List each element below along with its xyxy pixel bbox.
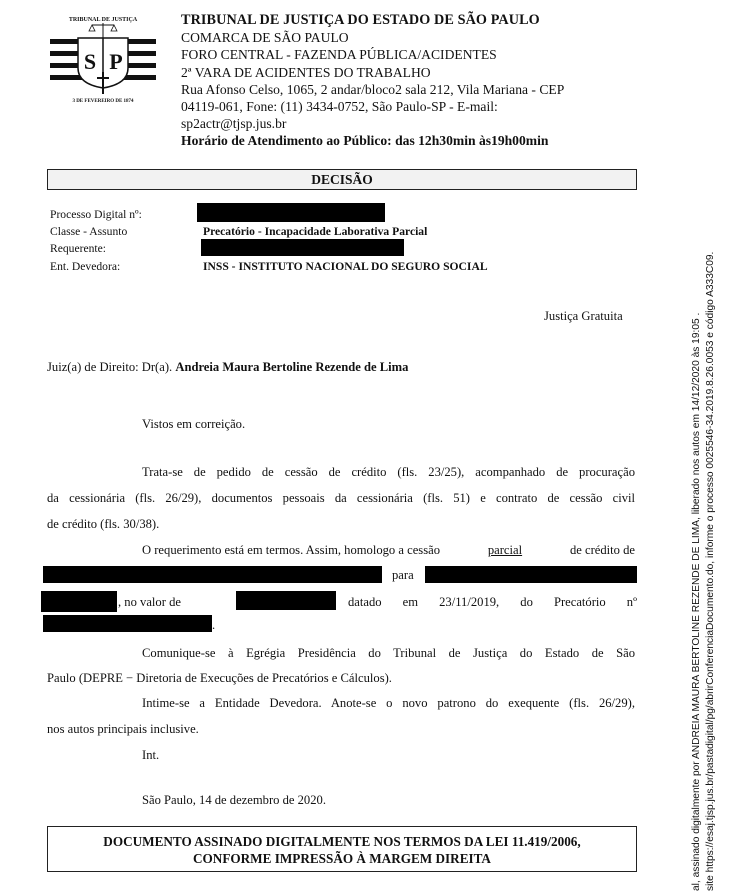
- logo-top-text: TRIBUNAL DE JUSTIÇA: [68, 17, 138, 23]
- vara-line: 2ª VARA DE ACIDENTES DO TRABALHO: [181, 64, 431, 80]
- classe-label: Classe - Assunto: [50, 225, 128, 238]
- requerente-label: Requerente:: [50, 242, 107, 255]
- paragraph-3-line-1: [142, 543, 635, 558]
- p3-valor-text: [118, 595, 228, 610]
- paragraph-2-line-2: da cessionária (fls. 26/29), documentos pessoais da cessionária (fls. 51) e contrato de cessão civil: [47, 491, 635, 505]
- margin-line-2: site https://esaj.tjsp.jus.br/pastadigital/pg/abrirConferenciaDocumento.do, informe o processo 0025546-34.2019.8.26.0053 e código A333C09.: [705, 251, 716, 891]
- address-line-2: 04119-061, Fone: (11) 3434-0752, São Paulo-SP - E-mail:: [181, 99, 498, 115]
- document-title: DECISÃO: [47, 169, 637, 190]
- justica-gratuita: Justiça Gratuita: [544, 309, 623, 323]
- judge-label: Juiz(a) de Direito: Dr(a).: [47, 360, 173, 374]
- logo-bottom-text: 3 DE FEVEREIRO DE 1874: [72, 99, 134, 104]
- p3-para: para: [392, 568, 414, 582]
- signature-notice-line-1: DOCUMENTO ASSINADO DIGITALMENTE NOS TERMOS DA LEI 11.419/2006,: [103, 834, 581, 849]
- foro-line: FORO CENTRAL - FAZENDA PÚBLICA/ACIDENTES: [181, 47, 497, 63]
- court-name: TRIBUNAL DE JUSTIÇA DO ESTADO DE SÃO PAULO: [181, 12, 540, 28]
- redacted-valor: [236, 591, 336, 610]
- redacted-cedente: [43, 566, 382, 583]
- paragraph-2-line-3: de crédito (fls. 30/38).: [47, 517, 160, 531]
- logo-letter-s: S: [83, 49, 97, 74]
- logo-letter-p: P: [109, 49, 123, 74]
- devedora-label: Ent. Devedora:: [50, 260, 121, 273]
- redacted-cessionario-cont: [41, 591, 117, 612]
- paragraph-5-line-2: nos autos principais inclusive.: [47, 722, 199, 736]
- margin-line-1: al, assinado digitalmente por ANDREIA MAURA BERTOLINE REZENDE DE LIMA, liberado nos autos em 14/12/2020 às 19:05 .: [691, 312, 702, 891]
- digital-signature-notice: [47, 826, 637, 872]
- paragraph-5-line-1: Intime-se a Entidade Devedora. Anote-se o novo patrono do exequente (fls. 26/29),: [142, 696, 635, 710]
- comarca-line: COMARCA DE SÃO PAULO: [181, 30, 349, 46]
- classe-value: Precatório - Incapacidade Laborativa Parcial: [203, 225, 428, 238]
- p3-text-b: de crédito de: [569, 543, 635, 557]
- judge-name: Andreia Maura Bertoline Rezende de Lima: [175, 360, 409, 374]
- p3-text-a: O requerimento está em termos. Assim, homologo a cessão: [142, 543, 440, 557]
- date-line: São Paulo, 14 de dezembro de 2020.: [142, 793, 326, 807]
- p3-end-period: .: [212, 618, 216, 632]
- judge-line: [47, 360, 408, 375]
- p3-underlined-parcial: parcial: [487, 543, 523, 557]
- paragraph-4-line-1: Comunique-se à Egrégia Presidência do Tribunal de Justiça do Estado de São: [142, 646, 635, 660]
- paragraph-vistos: Vistos em correição.: [142, 417, 246, 431]
- redacted-precatorio-number: [43, 615, 212, 632]
- redacted-processo-number: [197, 203, 385, 222]
- paragraph-2-line-1: Trata-se de pedido de cessão de crédito (fls. 23/25), acompanhado de procuração: [142, 465, 635, 479]
- court-header: [181, 12, 621, 150]
- devedora-value: INSS - INSTITUTO NACIONAL DO SEGURO SOCIAL: [203, 260, 488, 273]
- paragraph-4-line-2: Paulo (DEPRE − Diretoria de Execuções de Precatórios e Cálculos).: [47, 671, 392, 685]
- public-hours-line: Horário de Atendimento ao Público: das 12h30min às19h00min: [181, 133, 549, 149]
- processo-label: Processo Digital nº:: [50, 208, 142, 221]
- redacted-requerente: [201, 239, 404, 256]
- signature-notice-line-2: CONFORME IMPRESSÃO À MARGEM DIREITA: [193, 851, 491, 866]
- margin-signature-stamp: [690, 131, 718, 891]
- address-line-1: Rua Afonso Celso, 1065, 2 andar/bloco2 sala 212, Vila Mariana - CEP: [181, 81, 565, 97]
- paragraph-int: Int.: [142, 748, 160, 762]
- redacted-cessionario: [425, 566, 637, 583]
- email-line: sp2actr@tjsp.jus.br: [181, 116, 287, 132]
- p3-datado-text: datado em 23/11/2019, do Precatório nº: [348, 595, 637, 609]
- p3-valor-label: , no valor de: [118, 595, 181, 609]
- court-coat-of-arms-logo: [48, 14, 158, 104]
